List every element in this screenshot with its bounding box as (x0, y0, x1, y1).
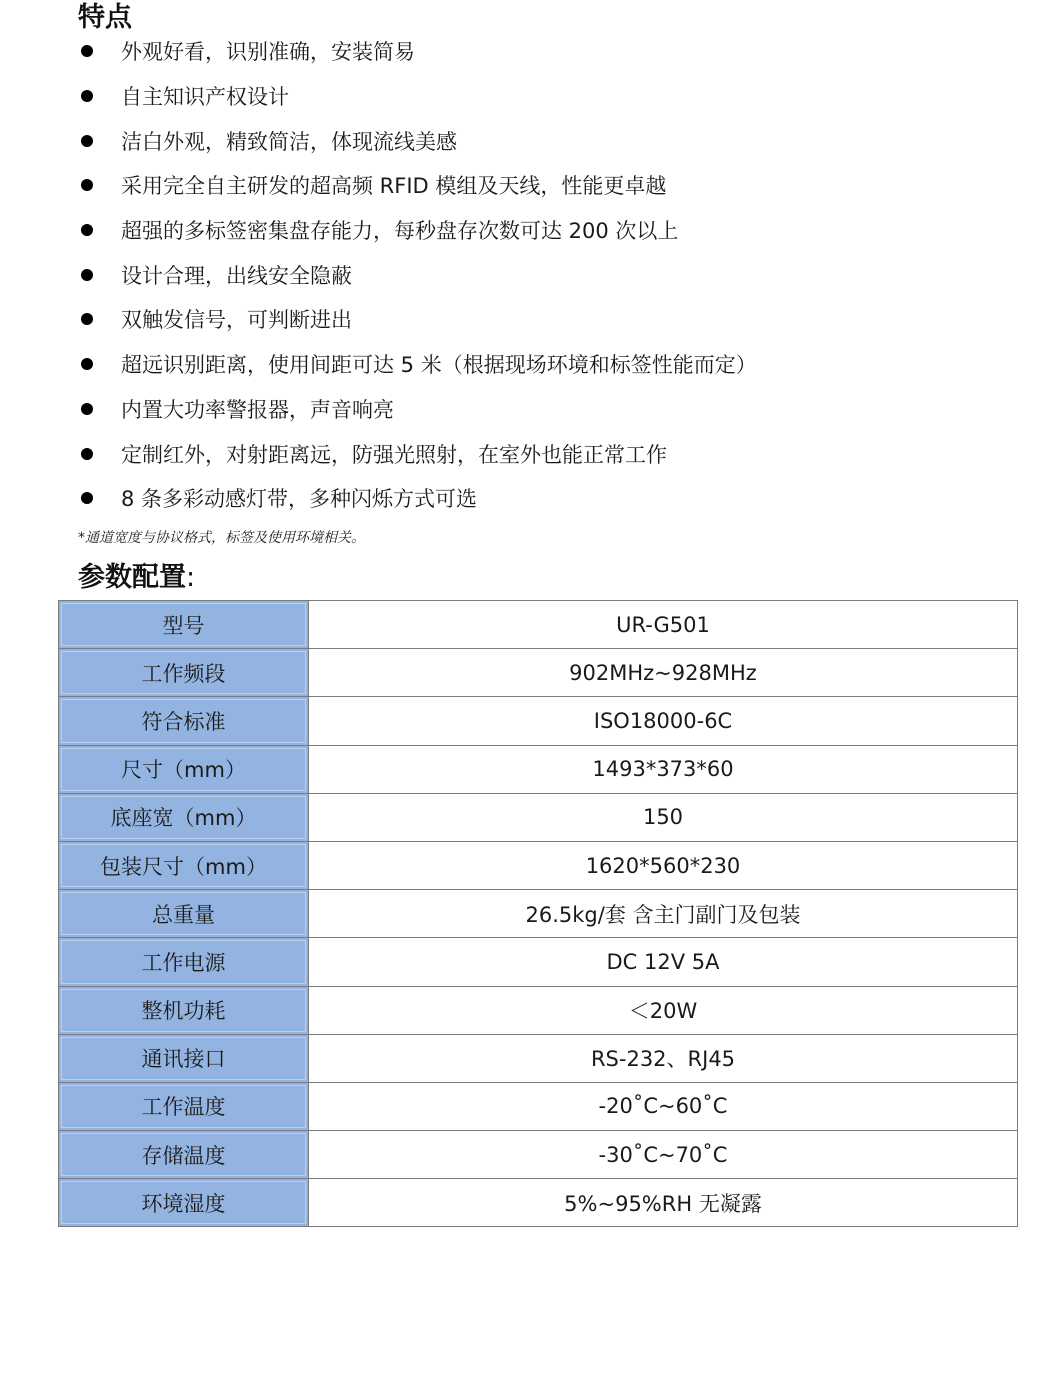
table-row (59, 1179, 1018, 1227)
feature-item (78, 208, 757, 253)
bullet-icon (81, 358, 93, 370)
feature-item (78, 387, 757, 432)
features-heading: 特点 (78, 2, 132, 33)
feature-text: 内置大功率警报器，声音响亮 (121, 397, 394, 422)
bullet-icon (81, 269, 93, 281)
spec-value: 150 (309, 793, 1018, 841)
spec-key: 总重量 (59, 890, 309, 938)
spec-value: 5%~95%RH 无凝露 (309, 1179, 1018, 1227)
table-row (59, 841, 1018, 889)
params-heading-text: 参数配置 (78, 562, 186, 593)
feature-item (78, 118, 757, 163)
feature-text: 设计合理，出线安全隐蔽 (121, 263, 352, 288)
feature-text: 采用完全自主研发的超高频 RFID 模组及天线，性能更卓越 (121, 174, 667, 199)
spec-key: 底座宽（mm） (59, 793, 309, 841)
spec-key: 整机功耗 (59, 986, 309, 1034)
spec-value: DC 12V 5A (309, 938, 1018, 986)
spec-value: -20˚C~60˚C (309, 1082, 1018, 1130)
params-heading-colon: : (186, 562, 196, 593)
spec-value: 1493*373*60 (309, 745, 1018, 793)
spec-key: 工作电源 (59, 938, 309, 986)
feature-text: 超远识别距离，使用间距可达 5 米（根据现场环境和标签性能而定） (121, 353, 757, 378)
spec-value: ＜20W (309, 986, 1018, 1034)
feature-text: 外观好看，识别准确，安装简易 (121, 40, 415, 65)
spec-value: UR-G501 (309, 601, 1018, 649)
spec-key: 尺寸（mm） (59, 745, 309, 793)
spec-key: 环境湿度 (59, 1179, 309, 1227)
table-row (59, 697, 1018, 745)
spec-key: 包装尺寸（mm） (59, 841, 309, 889)
spec-value: -30˚C~70˚C (309, 1131, 1018, 1179)
feature-text: 洁白外观，精致简洁，体现流线美感 (121, 129, 457, 154)
table-row (59, 793, 1018, 841)
feature-text: 自主知识产权设计 (121, 85, 289, 110)
params-heading (78, 560, 195, 596)
feature-item (78, 476, 757, 521)
spec-key: 通讯接口 (59, 1034, 309, 1082)
feature-text: 定制红外，对射距离远，防强光照射，在室外也能正常工作 (121, 442, 667, 467)
table-row (59, 1082, 1018, 1130)
spec-value: RS-232、RJ45 (309, 1034, 1018, 1082)
table-row (59, 745, 1018, 793)
bullet-icon (81, 448, 93, 460)
feature-item (78, 342, 757, 387)
table-row (59, 890, 1018, 938)
spec-key: 存储温度 (59, 1131, 309, 1179)
features-list (78, 29, 757, 521)
table-row (59, 649, 1018, 697)
spec-key: 符合标准 (59, 697, 309, 745)
table-row (59, 601, 1018, 649)
feature-item (78, 297, 757, 342)
bullet-icon (81, 224, 93, 236)
bullet-icon (81, 403, 93, 415)
feature-text: 超强的多标签密集盘存能力，每秒盘存次数可达 200 次以上 (121, 219, 679, 244)
bullet-icon (81, 179, 93, 191)
spec-key: 型号 (59, 601, 309, 649)
spec-key: 工作温度 (59, 1082, 309, 1130)
spec-value: 1620*560*230 (309, 841, 1018, 889)
spec-key: 工作频段 (59, 649, 309, 697)
feature-item (78, 29, 757, 74)
feature-text: 8 条多彩动感灯带，多种闪烁方式可选 (121, 487, 478, 512)
bullet-icon (81, 313, 93, 325)
feature-item (78, 431, 757, 476)
footnote: *通道宽度与协议格式，标签及使用环境相关。 (78, 530, 365, 546)
table-row (59, 1034, 1018, 1082)
table-row (59, 938, 1018, 986)
bullet-icon (81, 45, 93, 57)
spec-value: ISO18000-6C (309, 697, 1018, 745)
bullet-icon (81, 90, 93, 102)
feature-item (78, 163, 757, 208)
feature-item (78, 252, 757, 297)
bullet-icon (81, 135, 93, 147)
table-row (59, 1131, 1018, 1179)
spec-table (58, 600, 1018, 1227)
spec-value: 26.5kg/套 含主门副门及包装 (309, 890, 1018, 938)
spec-value: 902MHz~928MHz (309, 649, 1018, 697)
feature-text: 双触发信号，可判断进出 (121, 308, 352, 333)
bullet-icon (81, 492, 93, 504)
table-row (59, 986, 1018, 1034)
feature-item (78, 74, 757, 119)
